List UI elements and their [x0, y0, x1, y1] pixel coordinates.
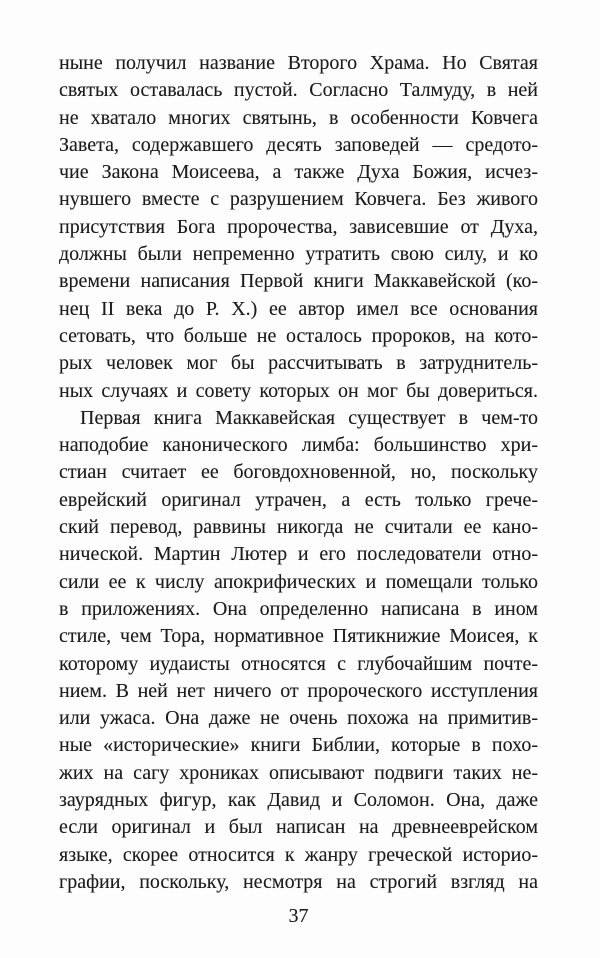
text-line: нической. Мартин Лютер и его последователи отно-	[59, 543, 538, 566]
text-line: чие Закона Моисеева, а также Духа Божия, исчез-	[59, 161, 538, 184]
text-line: или ужаса. Она даже не очень похожа на примитив-	[59, 707, 538, 730]
text-line: святых оставалась пустой. Согласно Талмуду, в ней	[59, 79, 538, 102]
text-line: Завета, содержавшего десять заповедей — средото-	[59, 133, 538, 156]
text-line: нием. В ней нет ничего от пророческого исступления	[59, 679, 538, 702]
text-line: нец II века до Р. Х.) ее автор имел все основания	[59, 297, 538, 320]
text-line: стиле, чем Тора, нормативное Пятикнижие Моисея, к	[59, 625, 538, 648]
text-line: наподобие канонического лимба: большинство хри-	[59, 434, 538, 457]
text-block	[59, 50, 538, 896]
text-line: еврейский оригинал утрачен, а есть только грече-	[59, 488, 538, 511]
text-line: если оригинал и был написан на древнееврейском	[59, 816, 538, 839]
text-line: рых человек мог бы рассчитывать в затруднитель-	[59, 352, 538, 375]
text-line: в приложениях. Она определенно написана в ином	[59, 597, 538, 620]
text-line: не хватало многих святынь, в особенности Ковчега	[59, 106, 538, 129]
text-line: которому иудаисты относятся с глубочайшим почте-	[59, 652, 538, 675]
text-line: заурядных фигур, как Давид и Соломон. Она, даже	[59, 789, 538, 812]
page-number: 37	[288, 905, 309, 927]
text-line: нувшего вместе с разрушением Ковчега. Без живого	[59, 188, 538, 211]
text-line: присутствия Бога пророчества, зависевшие от Духа,	[59, 215, 538, 238]
text-line: ныне получил название Второго Храма. Но Святая	[59, 52, 538, 74]
text-line: ные «исторические» книги Библии, которые в похо-	[59, 734, 538, 757]
text-line: графии, поскольку, несмотря на строгий взгляд на	[59, 870, 538, 893]
text-line: языке, скорее относится к жанру греческой историо-	[59, 843, 538, 866]
text-line: стиан считает ее боговдохновенной, но, поскольку	[59, 461, 538, 484]
text-line: Первая книга Маккавейская существует в чем-то	[80, 406, 538, 429]
text-line: сетовать, что больше не осталось пророков, на кото-	[59, 324, 538, 347]
text-line: сили ее к числу апокрифических и помещали только	[59, 570, 538, 593]
text-line: ский перевод, раввины никогда не считали ее кано-	[59, 516, 538, 539]
text-line: времени написания Первой книги Маккавейской (ко-	[59, 270, 538, 293]
text-line: ных случаях и совету которых он мог бы довериться.	[59, 379, 538, 402]
text-line: должны были непременно утратить свою силу, и ко	[59, 243, 538, 266]
text-line: жих на сагу хрониках описывают подвиги таких не-	[59, 761, 538, 784]
